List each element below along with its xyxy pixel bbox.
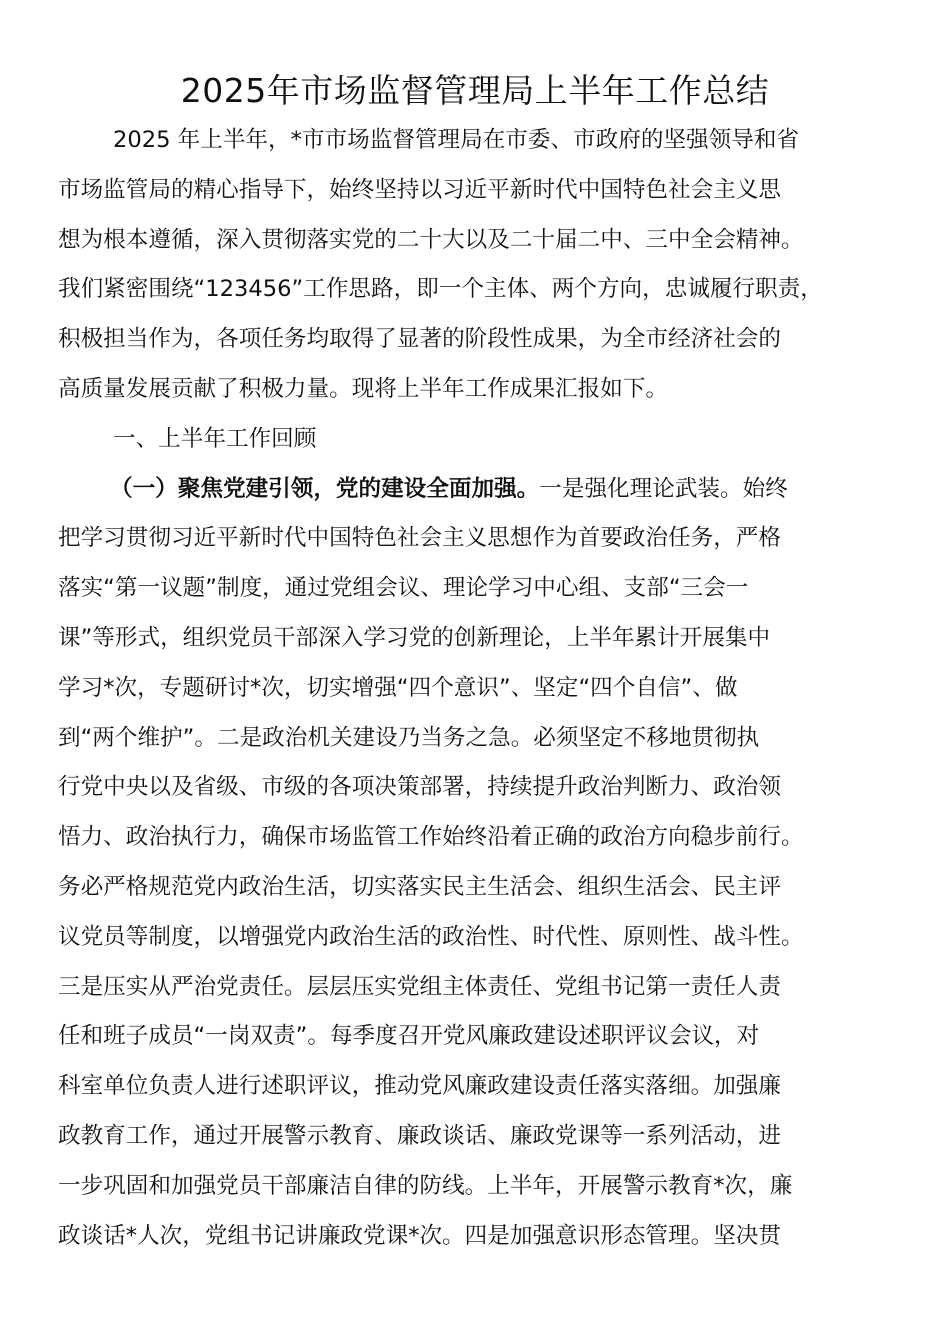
section1-line-4: 学习*次，专题研讨*次，切实增强“四个意识”、坚定“四个自信”、做 <box>58 674 738 701</box>
intro-line-4: 我们紧密围绕“123456”工作思路，即一个主体、两个方向，忠诚履行职责， <box>58 276 823 303</box>
section1-first-rest: 一是强化理论武装。始终 <box>539 475 788 502</box>
intro-line-6: 高质量发展贡献了积极力量。现将上半年工作成果汇报如下。 <box>58 375 669 402</box>
section1-line-8: 务必严格规范党内政治生活，切实落实民主生活会、组织生活会、民主评 <box>58 873 781 900</box>
section1-line-12: 科室单位负责人进行述职评议，推动党风廉政建设责任落实落细。加强廉 <box>58 1073 781 1100</box>
section-heading: 一、上半年工作回顾 <box>113 425 317 452</box>
section1-line-3: 课”等形式，组织党员干部深入学习党的创新理论，上半年累计开展集中 <box>58 624 771 651</box>
intro-line-5: 积极担当作为，各项任务均取得了显著的阶段性成果，为全市经济社会的 <box>58 326 781 353</box>
section1-line-5: 到“两个维护”。二是政治机关建设乃当务之急。必须坚定不移地贯彻执 <box>58 724 760 751</box>
section1-line-11: 任和班子成员“一岗双责”。每季度召开党风廉政建设述职评议会议，对 <box>58 1023 760 1050</box>
section1-bold-heading: （一）聚焦党建引领，党的建设全面加强。 <box>110 475 540 502</box>
section1-line-7: 悟力、政治执行力，确保市场监管工作始终沿着正确的政治方向稳步前行。 <box>58 824 804 851</box>
section1-line-6: 行党中央以及省级、市级的各项决策部署，持续提升政治判断力、政治领 <box>58 774 781 801</box>
section1-line-15: 政谈话*人次，党组书记讲廉政党课*次。四是加强意识形态管理。坚决贯 <box>58 1222 781 1249</box>
section1-line-13: 政教育工作，通过开展警示教育、廉政谈话、廉政党课等一系列活动，进 <box>58 1122 781 1149</box>
section1-line-9: 议党员等制度，以增强党内政治生活的政治性、时代性、原则性、战斗性。 <box>58 923 804 950</box>
document-body <box>58 116 908 1261</box>
section1-first-line <box>58 465 908 515</box>
section1-line-14: 一步巩固和加强党员干部廉洁自律的防线。上半年，开展警示教育*次，廉 <box>58 1172 793 1199</box>
intro-line-3: 想为根本遵循，深入贯彻落实党的二十大以及二十届二中、三中全会精神。 <box>58 226 804 253</box>
section1-line-1: 把学习贯彻习近平新时代中国特色社会主义思想作为首要政治任务，严格 <box>58 525 781 552</box>
document-title: 2025年市场监督管理局上半年工作总结 <box>180 71 770 110</box>
intro-line-2: 市场监管局的精心指导下，始终坚持以习近平新时代中国特色社会主义思 <box>58 176 781 203</box>
section1-line-2: 落实“第一议题”制度，通过党组会议、理论学习中心组、支部“三会一 <box>58 575 749 602</box>
section1-line-10: 三是压实从严治党责任。层层压实党组主体责任、党组书记第一责任人责 <box>58 973 781 1000</box>
intro-line-1: 2025 年上半年，*市市场监督管理局在市委、市政府的坚强领导和省 <box>113 127 800 153</box>
